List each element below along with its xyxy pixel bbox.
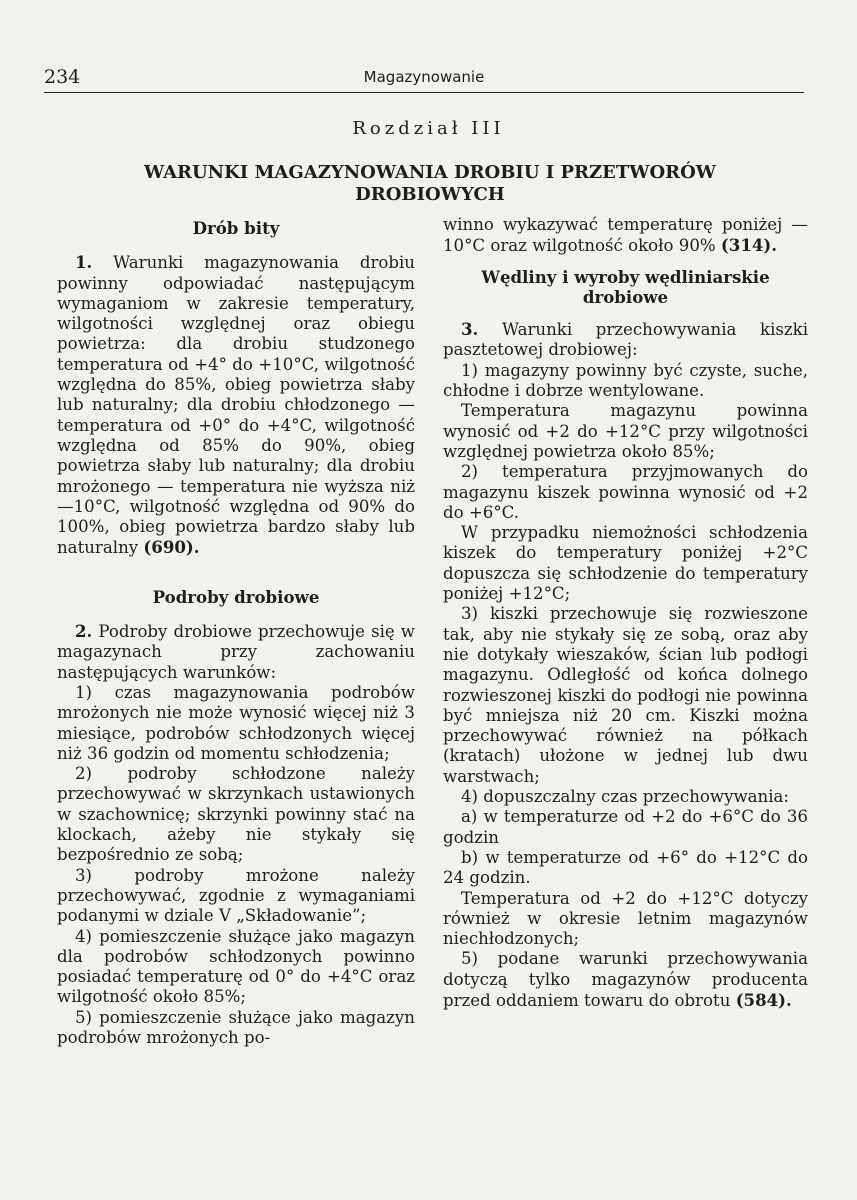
left-column bbox=[57, 215, 415, 1048]
list-item: W przypadku niemożności schłodzenia kiszek do temperatury poniżej +2°C dopuszcza się schłodzenie do temperatury poniżej +12°C; bbox=[443, 523, 808, 604]
list-item: 1) magazyny powinny być czyste, suche, chłodne i dobrze wentylowane. bbox=[443, 360, 808, 401]
list-item: 2) temperatura przyjmowanych do magazynu kiszek powinna wynosić od +2 do +6°C. bbox=[443, 462, 808, 522]
list-item: 1) czas magazynowania podrobów mrożonych nie może wynosić więcej niż 3 miesiące, podrobów schłodzonych więcej niż 36 godzin od momentu schłodzenia; bbox=[57, 682, 415, 763]
paragraph-text: winno wykazywać temperaturę poniżej —10°C oraz wilgotność około 90% bbox=[443, 215, 808, 256]
list-item: 3) podroby mrożone należy przechowywać, zgodnie z wymaganiami podanymi w dziale V „Składowanie”; bbox=[57, 865, 415, 926]
list-item bbox=[443, 949, 808, 1011]
section-heading-drob-bity: Drób bity bbox=[192, 218, 280, 238]
paragraph-text: Warunki przechowywania kiszki pasztetowej drobiowej: bbox=[443, 320, 808, 360]
list-item: Temperatura magazynu powinna wynosić od +2 do +12°C przy wilgotności względnej powietrza około 85%; bbox=[443, 401, 808, 461]
list-item: 2) podroby schłodzone należy przechowywać w skrzynkach ustawionych w szachownicę; skrzynki powinny stać na klockach, ażeby nie stykały się bezpośrednio ze sobą; bbox=[57, 764, 415, 865]
paragraph-text: 5) podane warunki przechowywania dotyczą tylko magazynów producenta przed oddaniem towaru do obrotu bbox=[443, 949, 808, 1010]
paragraph-number: 1. bbox=[75, 252, 93, 273]
page-number: 234 bbox=[44, 66, 81, 88]
section-heading-podroby: Podroby drobiowe bbox=[152, 586, 320, 607]
reference-number: (314). bbox=[720, 235, 778, 256]
chapter-title: WARUNKI MAGAZYNOWANIA DROBIU I PRZETWORÓW DROBIOWYCH bbox=[144, 162, 716, 205]
paragraph-number: 3. bbox=[461, 319, 479, 340]
list-item: b) w temperaturze od +6° do +12°C do 24 godzin. bbox=[443, 847, 808, 888]
list-item: Temperatura od +2 do +12°C dotyczy również w okresie letnim magazynów niechłodzonych; bbox=[443, 888, 808, 949]
reference-number: (584). bbox=[735, 989, 792, 1010]
chapter-label: Rozdział III bbox=[352, 118, 505, 139]
paragraph-text: Warunki magazynowania drobiu powinny odpowiadać następującym wymaganiom w zakresie temperatury, wilgotności względnej oraz obiegu powietrza: dla drobiu studzonego temperatura od +4° do +10°C, wilgotność względna do 85%, obieg powietrza słaby lub naturalny; dla drobiu chłodzonego — temperatura od +0° do +4°C, wilgotność względna od 85% do 90%, obieg powietrza słaby lub naturalny; dla drobiu mrożonego — temperatura nie wyższa niż —10°C, wilgotność względna od 90% do 100%, obieg powietrza bardzo słaby lub naturalny bbox=[57, 253, 415, 558]
page-header bbox=[44, 62, 804, 92]
paragraph-2 bbox=[57, 621, 415, 683]
paragraph-3 bbox=[443, 319, 808, 361]
paragraph-1 bbox=[57, 252, 415, 558]
list-item: 3) kiszki przechowuje się rozwieszone tak, aby nie stykały się ze sobą, oraz aby nie dotykały wieszaków, ścian lub podłogi magazynu. Odległość od końca dolnego rozwieszonej kiszki do podłogi nie powinna być mniejsza niż 20 cm. Kiszki można przechowywać również na półkach (kratach) ułożone w jednej lub dwu warstwach; bbox=[443, 604, 808, 786]
paragraph-text: Podroby drobiowe przechowuje się w magazynach przy zachowaniu następujących warunków: bbox=[57, 622, 415, 682]
reference-number: (690). bbox=[143, 537, 200, 558]
list-item: 4) pomieszczenie służące jako magazyn dla podrobów schłodzonych powinno posiadać temperaturę od 0° do +4°C oraz wilgotność około 85%; bbox=[57, 926, 415, 1007]
list-item: 4) dopuszczalny czas przechowywania: bbox=[461, 787, 790, 807]
paragraph-number: 2. bbox=[75, 621, 93, 642]
right-column bbox=[443, 215, 808, 1011]
list-item: 5) pomieszczenie służące jako magazyn podrobów mrożonych po- bbox=[57, 1007, 415, 1047]
list-item: a) w temperaturze od +2 do +6°C do 36 godzin bbox=[443, 807, 808, 847]
running-head: Magazynowanie bbox=[363, 68, 485, 86]
header-rule bbox=[44, 92, 804, 93]
continued-paragraph bbox=[443, 215, 808, 257]
section-heading-wedliny: Wędliny i wyroby wędliniarskie drobiowe bbox=[481, 266, 770, 307]
